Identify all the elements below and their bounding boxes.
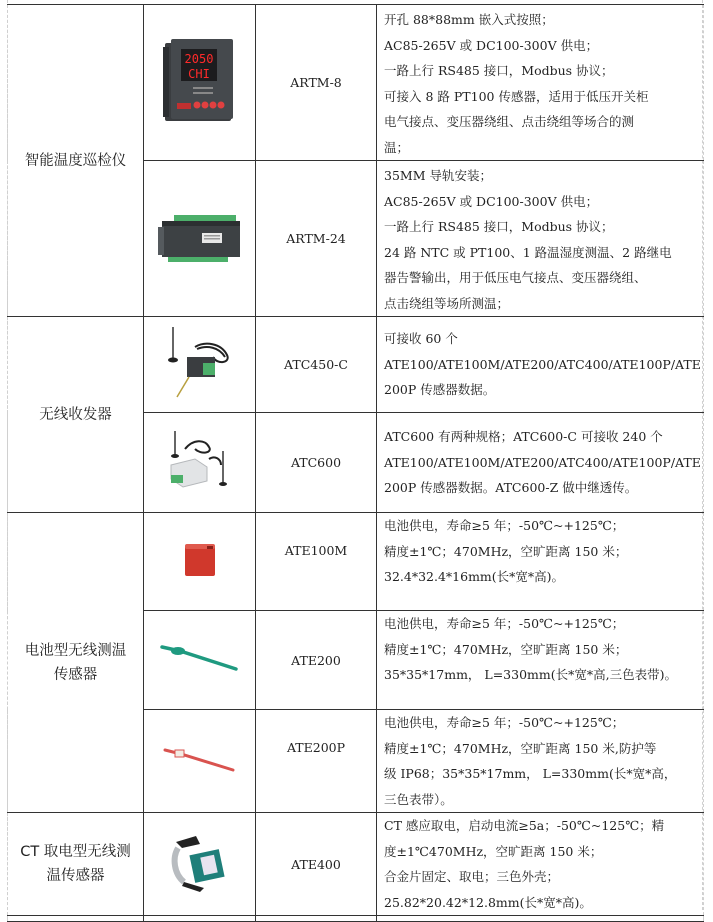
model-label: ATE400 — [291, 856, 341, 872]
description-line: 精度±1℃；470MHz，空旷距离 150 米,防护等 — [384, 740, 657, 756]
description-line: 级 IP68；35*35*17mm， L=330mm(长*宽*高， — [384, 766, 677, 781]
empty-cell — [377, 916, 704, 922]
product-image-cell — [144, 413, 256, 513]
product-image-cell — [144, 513, 256, 611]
description-cell — [377, 513, 704, 611]
description-line: 一路上行 RS485 接口，Modbus 协议； — [384, 63, 614, 78]
description-line: 点击绕组等场所测温； — [384, 295, 510, 311]
description-line: 三色表带）。 — [384, 791, 453, 807]
table-row — [8, 5, 704, 161]
description-line: 可接收 60 个 — [384, 331, 458, 347]
description-cell — [377, 813, 704, 916]
table-row — [8, 317, 704, 413]
empty-cell — [144, 916, 256, 922]
model-cell — [256, 5, 377, 161]
wireless-transceiver-white-image — [165, 429, 235, 493]
description-line: 35MM 导轨安装； — [384, 168, 492, 183]
description-line: ATE100/ATE100M/ATE200/ATC400/ATE100P/ATE — [384, 454, 701, 470]
description-line: 开孔 88*88mm 嵌入式按照； — [384, 12, 554, 27]
description-cell — [377, 710, 704, 813]
description-line: 200P 传感器数据。ATC600-Z 做中继透传。 — [384, 480, 638, 496]
product-image-cell — [144, 813, 256, 916]
category-label: 无线收发器 — [39, 406, 112, 423]
model-label: ARTM-8 — [290, 75, 342, 90]
table-row — [8, 513, 704, 611]
table-row — [8, 813, 704, 916]
description-line: 24 路 NTC 或 PT100、1 路温湿度测温、2 路继电 — [384, 244, 672, 260]
category-label-line: CT 取电型无线测 — [20, 844, 131, 860]
description-cell — [377, 611, 704, 710]
description-line: 电池供电，寿命≥5 年；-50℃~+125℃； — [384, 518, 625, 533]
description-line: AC85-265V 或 DC100-300V 供电； — [384, 37, 599, 53]
description-cell — [377, 317, 704, 413]
description-line: 精度±1℃；470MHz，空旷距离 150 米； — [384, 641, 628, 657]
category-label-line: 传感器 — [53, 666, 98, 683]
description-line: 25.82*20.42*12.8mm(长*宽*高)。 — [384, 894, 592, 910]
description-cell — [377, 161, 704, 317]
model-label: ATC600 — [290, 455, 342, 470]
category-cell — [8, 5, 144, 317]
model-cell — [256, 161, 377, 317]
table-row-partial — [8, 916, 704, 922]
product-spec-table — [7, 4, 704, 922]
ct-clamp-sensor-image — [170, 830, 230, 894]
svg-text:2050: 2050 — [184, 51, 213, 66]
description-line: 35*35*17mm， L=330mm(长*宽*高,三色表带)。 — [384, 667, 677, 682]
product-image-cell — [144, 161, 256, 317]
description-line: 可接入 8 路 PT100 传感器，适用于低压开关柜 — [384, 88, 649, 104]
category-cell — [8, 813, 144, 916]
description-line: CT 感应取电，启动电流≥5a；-50℃~125℃；精 — [384, 818, 665, 833]
model-label: ATE200P — [286, 740, 346, 755]
product-image-cell — [144, 611, 256, 710]
description-line: 合金片固定、取电；三色外壳； — [384, 869, 560, 884]
model-cell — [256, 813, 377, 916]
product-image-cell — [144, 317, 256, 413]
description-line: 温； — [384, 139, 410, 155]
description-cell — [377, 5, 704, 161]
product-image-cell — [144, 710, 256, 813]
description-line: 电池供电，寿命≥5 年；-50℃~+125℃； — [384, 715, 625, 730]
empty-cell — [256, 916, 377, 922]
description-line: 200P 传感器数据。 — [384, 382, 496, 398]
description-line: 器告警输出，用于低压电气接点、变压器绕组、 — [384, 270, 647, 285]
panel-meter-image — [163, 37, 237, 125]
category-label-line: 温传感器 — [46, 868, 105, 884]
model-label: ARTM-24 — [286, 231, 346, 246]
model-label: ATE200 — [291, 652, 341, 668]
model-cell — [256, 413, 377, 513]
wireless-transceiver-image — [165, 325, 235, 401]
category-cell — [8, 513, 144, 813]
description-line: 32.4*32.4*16mm(长*宽*高)。 — [384, 569, 565, 584]
model-cell — [256, 710, 377, 813]
description-line: 度±1℃470MHz，空旷距离 150 米； — [384, 843, 603, 859]
category-cell — [8, 317, 144, 513]
model-cell — [256, 513, 377, 611]
description-cell — [377, 413, 704, 513]
empty-cell — [8, 916, 144, 922]
category-label-line: 电池型无线测温 — [24, 642, 127, 659]
model-label: ATE100M — [284, 543, 348, 558]
green-strap-sensor-image — [160, 643, 240, 673]
product-image-cell — [144, 5, 256, 161]
red-sensor-block-image — [183, 542, 217, 578]
red-strap-sensor-image — [163, 746, 237, 772]
description-line: 电气接点、变压器绕组、点击绕组等场合的测 — [384, 114, 635, 129]
model-cell — [256, 317, 377, 413]
description-line: ATE100/ATE100M/ATE200/ATC400/ATE100P/ATE — [384, 356, 701, 372]
category-label: 智能温度巡检仪 — [24, 152, 127, 169]
description-line: 精度±1℃；470MHz，空旷距离 150 米； — [384, 543, 628, 559]
description-line: 电池供电，寿命≥5 年；-50℃~+125℃； — [384, 616, 625, 631]
svg-text:CHI: CHI — [187, 66, 210, 81]
model-cell — [256, 611, 377, 710]
description-line: AC85-265V 或 DC100-300V 供电； — [384, 193, 599, 209]
din-rail-module-image — [158, 207, 242, 267]
model-label: ATC450-C — [284, 357, 348, 372]
description-line: ATC600 有两种规格；ATC600-C 可接收 240 个 — [384, 429, 663, 445]
description-line: 一路上行 RS485 接口，Modbus 协议； — [384, 219, 614, 234]
